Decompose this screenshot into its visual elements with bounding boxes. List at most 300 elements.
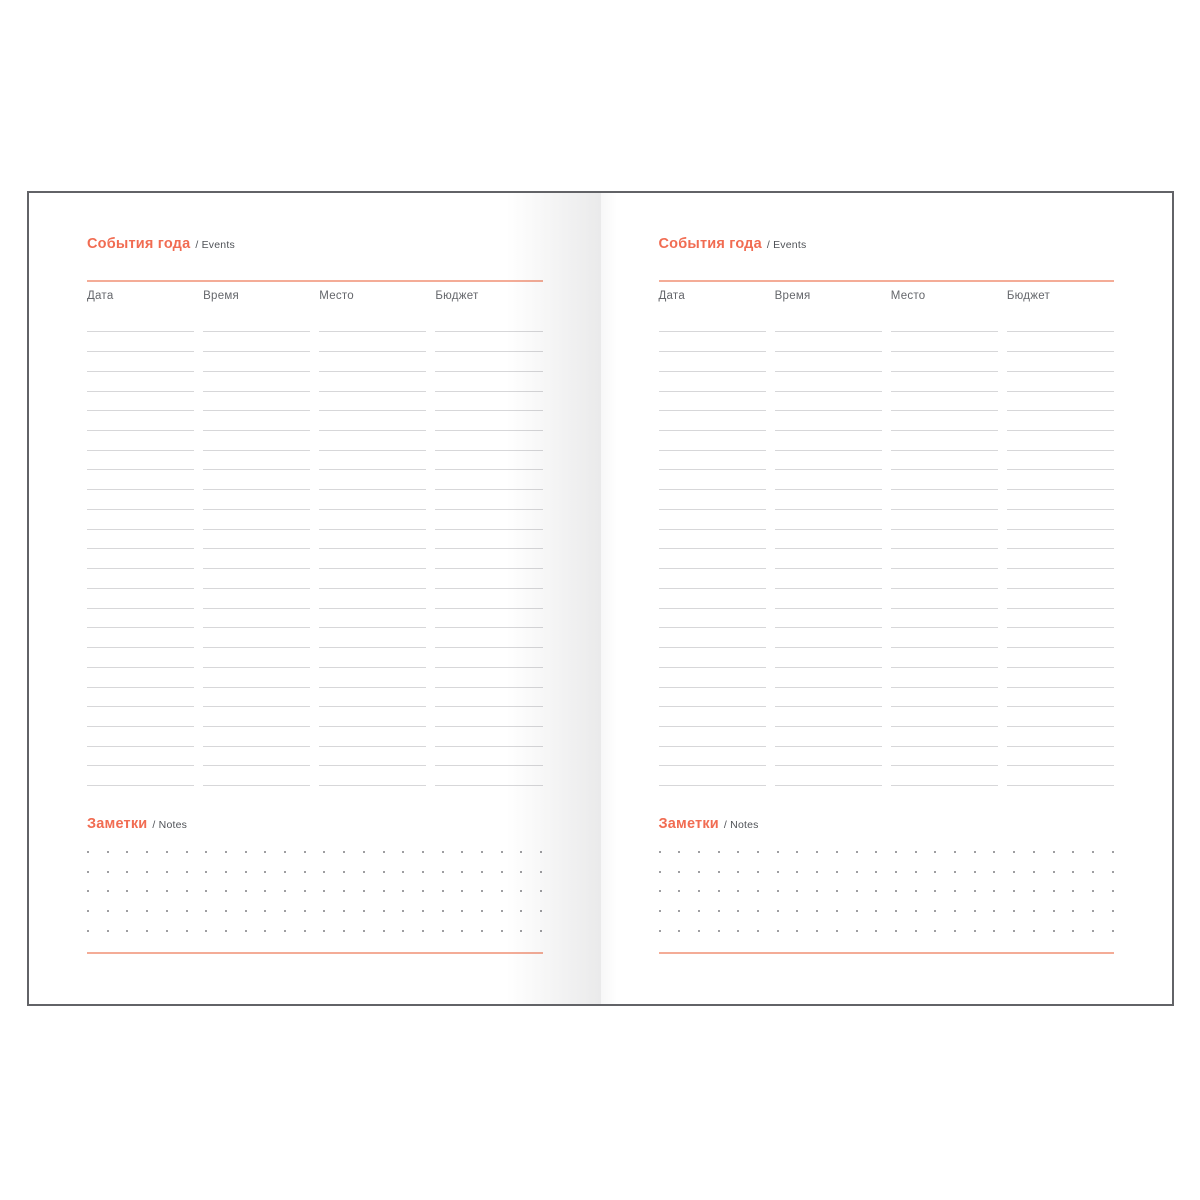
grid-dot <box>186 890 188 892</box>
grid-dot <box>796 910 798 912</box>
table-row <box>87 627 543 647</box>
entry-line <box>87 568 194 589</box>
entry-line <box>659 489 766 510</box>
grid-dot <box>875 871 877 873</box>
grid-dot <box>875 890 877 892</box>
grid-dot <box>737 871 739 873</box>
events-column-headers <box>87 289 543 303</box>
grid-dot <box>383 930 385 932</box>
grid-dot <box>126 851 128 853</box>
entry-line <box>319 647 426 668</box>
grid-dot <box>146 930 148 932</box>
entry-line <box>319 351 426 372</box>
grid-dot <box>520 890 522 892</box>
grid-dot <box>934 890 936 892</box>
grid-dot <box>264 930 266 932</box>
grid-dot <box>816 930 818 932</box>
entry-line <box>891 608 998 629</box>
events-subtitle: / Events <box>766 239 807 251</box>
table-row <box>659 469 1115 489</box>
entry-line <box>775 331 882 352</box>
entry-line <box>435 667 542 688</box>
grid-dot <box>698 871 700 873</box>
entry-line <box>775 469 882 490</box>
entry-line <box>87 430 194 451</box>
events-title-rule <box>87 280 543 282</box>
entry-line <box>775 568 882 589</box>
dot-row <box>659 901 1115 921</box>
entry-line <box>775 351 882 372</box>
grid-dot <box>323 910 325 912</box>
grid-dot <box>422 851 424 853</box>
grid-dot <box>383 851 385 853</box>
grid-dot <box>87 910 89 912</box>
entry-line <box>319 765 426 786</box>
entry-line <box>891 509 998 530</box>
grid-dot <box>540 851 542 853</box>
entry-line <box>775 391 882 412</box>
entry-line <box>435 588 542 609</box>
table-row <box>87 608 543 628</box>
table-row <box>87 410 543 430</box>
grid-dot <box>875 910 877 912</box>
table-row <box>659 568 1115 588</box>
entry-line <box>659 647 766 668</box>
entry-line <box>87 608 194 629</box>
grid-dot <box>245 851 247 853</box>
dot-row <box>87 862 543 882</box>
column-header-time: Время <box>774 290 811 302</box>
entry-line <box>659 568 766 589</box>
entry-line <box>203 568 310 589</box>
entry-line <box>659 391 766 412</box>
grid-dot <box>422 930 424 932</box>
page-right <box>601 193 1173 1004</box>
page-right-content <box>659 193 1115 1004</box>
entry-line <box>1007 312 1114 333</box>
entry-line <box>319 746 426 767</box>
grid-dot <box>856 851 858 853</box>
entry-line <box>659 627 766 648</box>
page-left <box>29 193 601 1004</box>
grid-dot <box>993 890 995 892</box>
entry-line <box>775 529 882 550</box>
grid-dot <box>402 890 404 892</box>
grid-dot <box>1072 910 1074 912</box>
grid-dot <box>915 930 917 932</box>
table-row <box>87 450 543 470</box>
grid-dot <box>422 871 424 873</box>
grid-dot <box>1053 851 1055 853</box>
grid-dot <box>245 871 247 873</box>
entry-line <box>891 627 998 648</box>
grid-dot <box>915 871 917 873</box>
events-table <box>659 312 1115 786</box>
grid-dot <box>1072 871 1074 873</box>
entry-line <box>775 706 882 727</box>
entry-line <box>775 430 882 451</box>
grid-dot <box>402 930 404 932</box>
entry-line <box>203 627 310 648</box>
entry-line <box>891 351 998 372</box>
events-table <box>87 312 543 786</box>
dot-row <box>87 881 543 901</box>
grid-dot <box>107 910 109 912</box>
grid-dot <box>836 871 838 873</box>
grid-dot <box>915 890 917 892</box>
grid-dot <box>777 890 779 892</box>
grid-dot <box>540 871 542 873</box>
grid-dot <box>974 851 976 853</box>
grid-dot <box>304 890 306 892</box>
grid-dot <box>146 851 148 853</box>
grid-dot <box>87 890 89 892</box>
notes-title: Заметки <box>658 816 719 832</box>
events-title: События года <box>658 236 762 252</box>
grid-dot <box>363 910 365 912</box>
grid-dot <box>245 910 247 912</box>
grid-dot <box>816 890 818 892</box>
grid-dot <box>678 890 680 892</box>
entry-line <box>891 410 998 431</box>
entry-line <box>775 371 882 392</box>
grid-dot <box>481 930 483 932</box>
entry-line <box>891 489 998 510</box>
entry-line <box>203 450 310 471</box>
entry-line <box>775 667 882 688</box>
grid-dot <box>678 910 680 912</box>
grid-dot <box>678 851 680 853</box>
entry-line <box>659 746 766 767</box>
table-row <box>87 331 543 351</box>
entry-line <box>891 391 998 412</box>
dot-row <box>87 921 543 941</box>
entry-line <box>1007 706 1114 727</box>
entry-line <box>659 312 766 333</box>
entry-line <box>1007 726 1114 747</box>
entry-line <box>87 647 194 668</box>
entry-line <box>775 588 882 609</box>
entry-line <box>891 568 998 589</box>
entry-line <box>203 469 310 490</box>
grid-dot <box>264 910 266 912</box>
grid-dot <box>205 910 207 912</box>
grid-dot <box>186 871 188 873</box>
table-row <box>659 450 1115 470</box>
grid-dot <box>87 871 89 873</box>
table-row <box>87 430 543 450</box>
entry-line <box>891 687 998 708</box>
page-left-content <box>87 193 543 1004</box>
grid-dot <box>461 930 463 932</box>
entry-line <box>319 548 426 569</box>
grid-dot <box>659 890 661 892</box>
grid-dot <box>245 930 247 932</box>
spread-frame <box>27 191 1174 1006</box>
entry-line <box>87 588 194 609</box>
grid-dot <box>836 910 838 912</box>
entry-line <box>435 312 542 333</box>
entry-line <box>891 667 998 688</box>
grid-dot <box>383 871 385 873</box>
entry-line <box>775 548 882 569</box>
events-section-header <box>659 234 807 255</box>
grid-dot <box>363 851 365 853</box>
grid-dot <box>737 851 739 853</box>
grid-dot <box>1092 910 1094 912</box>
grid-dot <box>126 910 128 912</box>
entry-line <box>891 647 998 668</box>
column-header-time: Время <box>203 290 239 302</box>
grid-dot <box>659 930 661 932</box>
entry-line <box>319 410 426 431</box>
grid-dot <box>737 890 739 892</box>
grid-dot <box>777 910 779 912</box>
entry-line <box>203 410 310 431</box>
grid-dot <box>1112 930 1114 932</box>
grid-dot <box>1072 890 1074 892</box>
grid-dot <box>856 871 858 873</box>
grid-dot <box>402 851 404 853</box>
entry-line <box>203 509 310 530</box>
grid-dot <box>1092 871 1094 873</box>
entry-line <box>435 608 542 629</box>
entry-line <box>203 371 310 392</box>
grid-dot <box>1072 851 1074 853</box>
table-row <box>87 568 543 588</box>
grid-dot <box>856 930 858 932</box>
entry-line <box>319 489 426 510</box>
entry-line <box>659 529 766 550</box>
grid-dot <box>304 910 306 912</box>
grid-dot <box>323 871 325 873</box>
table-row <box>87 312 543 332</box>
grid-dot <box>678 930 680 932</box>
events-title-rule <box>659 280 1115 282</box>
grid-dot <box>343 851 345 853</box>
table-row <box>659 726 1115 746</box>
entry-line <box>319 726 426 747</box>
column-header-place: Место <box>319 290 354 302</box>
table-row <box>87 391 543 411</box>
grid-dot <box>1013 851 1015 853</box>
entry-line <box>203 726 310 747</box>
grid-dot <box>205 851 207 853</box>
entry-line <box>435 509 542 530</box>
entry-line <box>659 706 766 727</box>
entry-line <box>891 588 998 609</box>
entry-line <box>891 312 998 333</box>
entry-line <box>87 765 194 786</box>
grid-dot <box>442 890 444 892</box>
entry-line <box>1007 469 1114 490</box>
grid-dot <box>520 930 522 932</box>
grid-dot <box>107 871 109 873</box>
grid-dot <box>816 851 818 853</box>
grid-dot <box>442 910 444 912</box>
grid-dot <box>107 890 109 892</box>
grid-dot <box>304 851 306 853</box>
grid-dot <box>895 871 897 873</box>
entry-line <box>435 469 542 490</box>
grid-dot <box>422 890 424 892</box>
table-row <box>659 529 1115 549</box>
grid-dot <box>954 851 956 853</box>
grid-dot <box>1053 890 1055 892</box>
grid-dot <box>1053 930 1055 932</box>
entry-line <box>87 371 194 392</box>
dot-row <box>659 862 1115 882</box>
entry-line <box>891 430 998 451</box>
grid-dot <box>934 910 936 912</box>
grid-dot <box>954 930 956 932</box>
grid-dot <box>954 890 956 892</box>
events-subtitle: / Events <box>195 239 235 251</box>
grid-dot <box>1092 930 1094 932</box>
entry-line <box>87 706 194 727</box>
grid-dot <box>442 871 444 873</box>
entry-line <box>659 469 766 490</box>
grid-dot <box>107 930 109 932</box>
entry-line <box>891 706 998 727</box>
table-row <box>659 687 1115 707</box>
entry-line <box>1007 548 1114 569</box>
table-row <box>87 371 543 391</box>
entry-line <box>87 312 194 333</box>
table-row <box>659 391 1115 411</box>
grid-dot <box>659 910 661 912</box>
grid-dot <box>343 890 345 892</box>
grid-dot <box>698 851 700 853</box>
grid-dot <box>126 930 128 932</box>
grid-dot <box>836 851 838 853</box>
entry-line <box>319 312 426 333</box>
notes-subtitle: / Notes <box>723 819 759 831</box>
grid-dot <box>1013 890 1015 892</box>
grid-dot <box>974 930 976 932</box>
entry-line <box>435 726 542 747</box>
grid-dot <box>343 910 345 912</box>
entry-line <box>435 647 542 668</box>
grid-dot <box>718 871 720 873</box>
entry-line <box>203 430 310 451</box>
entry-line <box>775 509 882 530</box>
entry-line <box>435 371 542 392</box>
table-row <box>87 548 543 568</box>
entry-line <box>203 312 310 333</box>
entry-line <box>1007 667 1114 688</box>
grid-dot <box>520 871 522 873</box>
grid-dot <box>304 871 306 873</box>
grid-dot <box>836 890 838 892</box>
entry-line <box>1007 351 1114 372</box>
entry-line <box>659 667 766 688</box>
dot-row <box>659 842 1115 862</box>
entry-line <box>659 410 766 431</box>
grid-dot <box>540 910 542 912</box>
grid-dot <box>698 930 700 932</box>
entry-line <box>1007 627 1114 648</box>
grid-dot <box>1013 930 1015 932</box>
grid-dot <box>1112 890 1114 892</box>
grid-dot <box>993 871 995 873</box>
grid-dot <box>225 851 227 853</box>
entry-line <box>203 647 310 668</box>
grid-dot <box>875 930 877 932</box>
grid-dot <box>816 871 818 873</box>
grid-dot <box>186 851 188 853</box>
grid-dot <box>1013 871 1015 873</box>
table-row <box>659 509 1115 529</box>
grid-dot <box>461 871 463 873</box>
grid-dot <box>245 890 247 892</box>
column-header-date: Дата <box>87 290 114 302</box>
entry-line <box>435 568 542 589</box>
grid-dot <box>343 871 345 873</box>
table-row <box>659 608 1115 628</box>
grid-dot <box>166 871 168 873</box>
entry-line <box>435 450 542 471</box>
grid-dot <box>87 930 89 932</box>
grid-dot <box>146 871 148 873</box>
entry-line <box>891 726 998 747</box>
entry-line <box>435 489 542 510</box>
grid-dot <box>895 930 897 932</box>
grid-dot <box>1033 890 1035 892</box>
entry-line <box>203 746 310 767</box>
entry-line <box>319 687 426 708</box>
grid-dot <box>205 930 207 932</box>
entry-line <box>659 371 766 392</box>
entry-line <box>659 588 766 609</box>
entry-line <box>319 469 426 490</box>
entry-line <box>87 331 194 352</box>
grid-dot <box>383 910 385 912</box>
entry-line <box>775 489 882 510</box>
grid-dot <box>501 930 503 932</box>
grid-dot <box>284 890 286 892</box>
page-gutter-shadow <box>601 193 617 1004</box>
grid-dot <box>461 851 463 853</box>
entry-line <box>203 548 310 569</box>
grid-dot <box>718 930 720 932</box>
grid-dot <box>87 851 89 853</box>
grid-dot <box>1053 871 1055 873</box>
entry-line <box>1007 647 1114 668</box>
grid-dot <box>501 851 503 853</box>
entry-line <box>203 706 310 727</box>
grid-dot <box>343 930 345 932</box>
entry-line <box>775 450 882 471</box>
entry-line <box>87 746 194 767</box>
grid-dot <box>461 890 463 892</box>
entry-line <box>775 746 882 767</box>
grid-dot <box>875 851 877 853</box>
entry-line <box>1007 450 1114 471</box>
events-column-headers <box>659 289 1115 303</box>
grid-dot <box>757 851 759 853</box>
grid-dot <box>146 890 148 892</box>
grid-dot <box>402 910 404 912</box>
entry-line <box>319 430 426 451</box>
grid-dot <box>481 871 483 873</box>
grid-dot <box>205 890 207 892</box>
grid-dot <box>974 910 976 912</box>
grid-dot <box>678 871 680 873</box>
grid-dot <box>934 851 936 853</box>
entry-line <box>775 726 882 747</box>
table-row <box>659 647 1115 667</box>
